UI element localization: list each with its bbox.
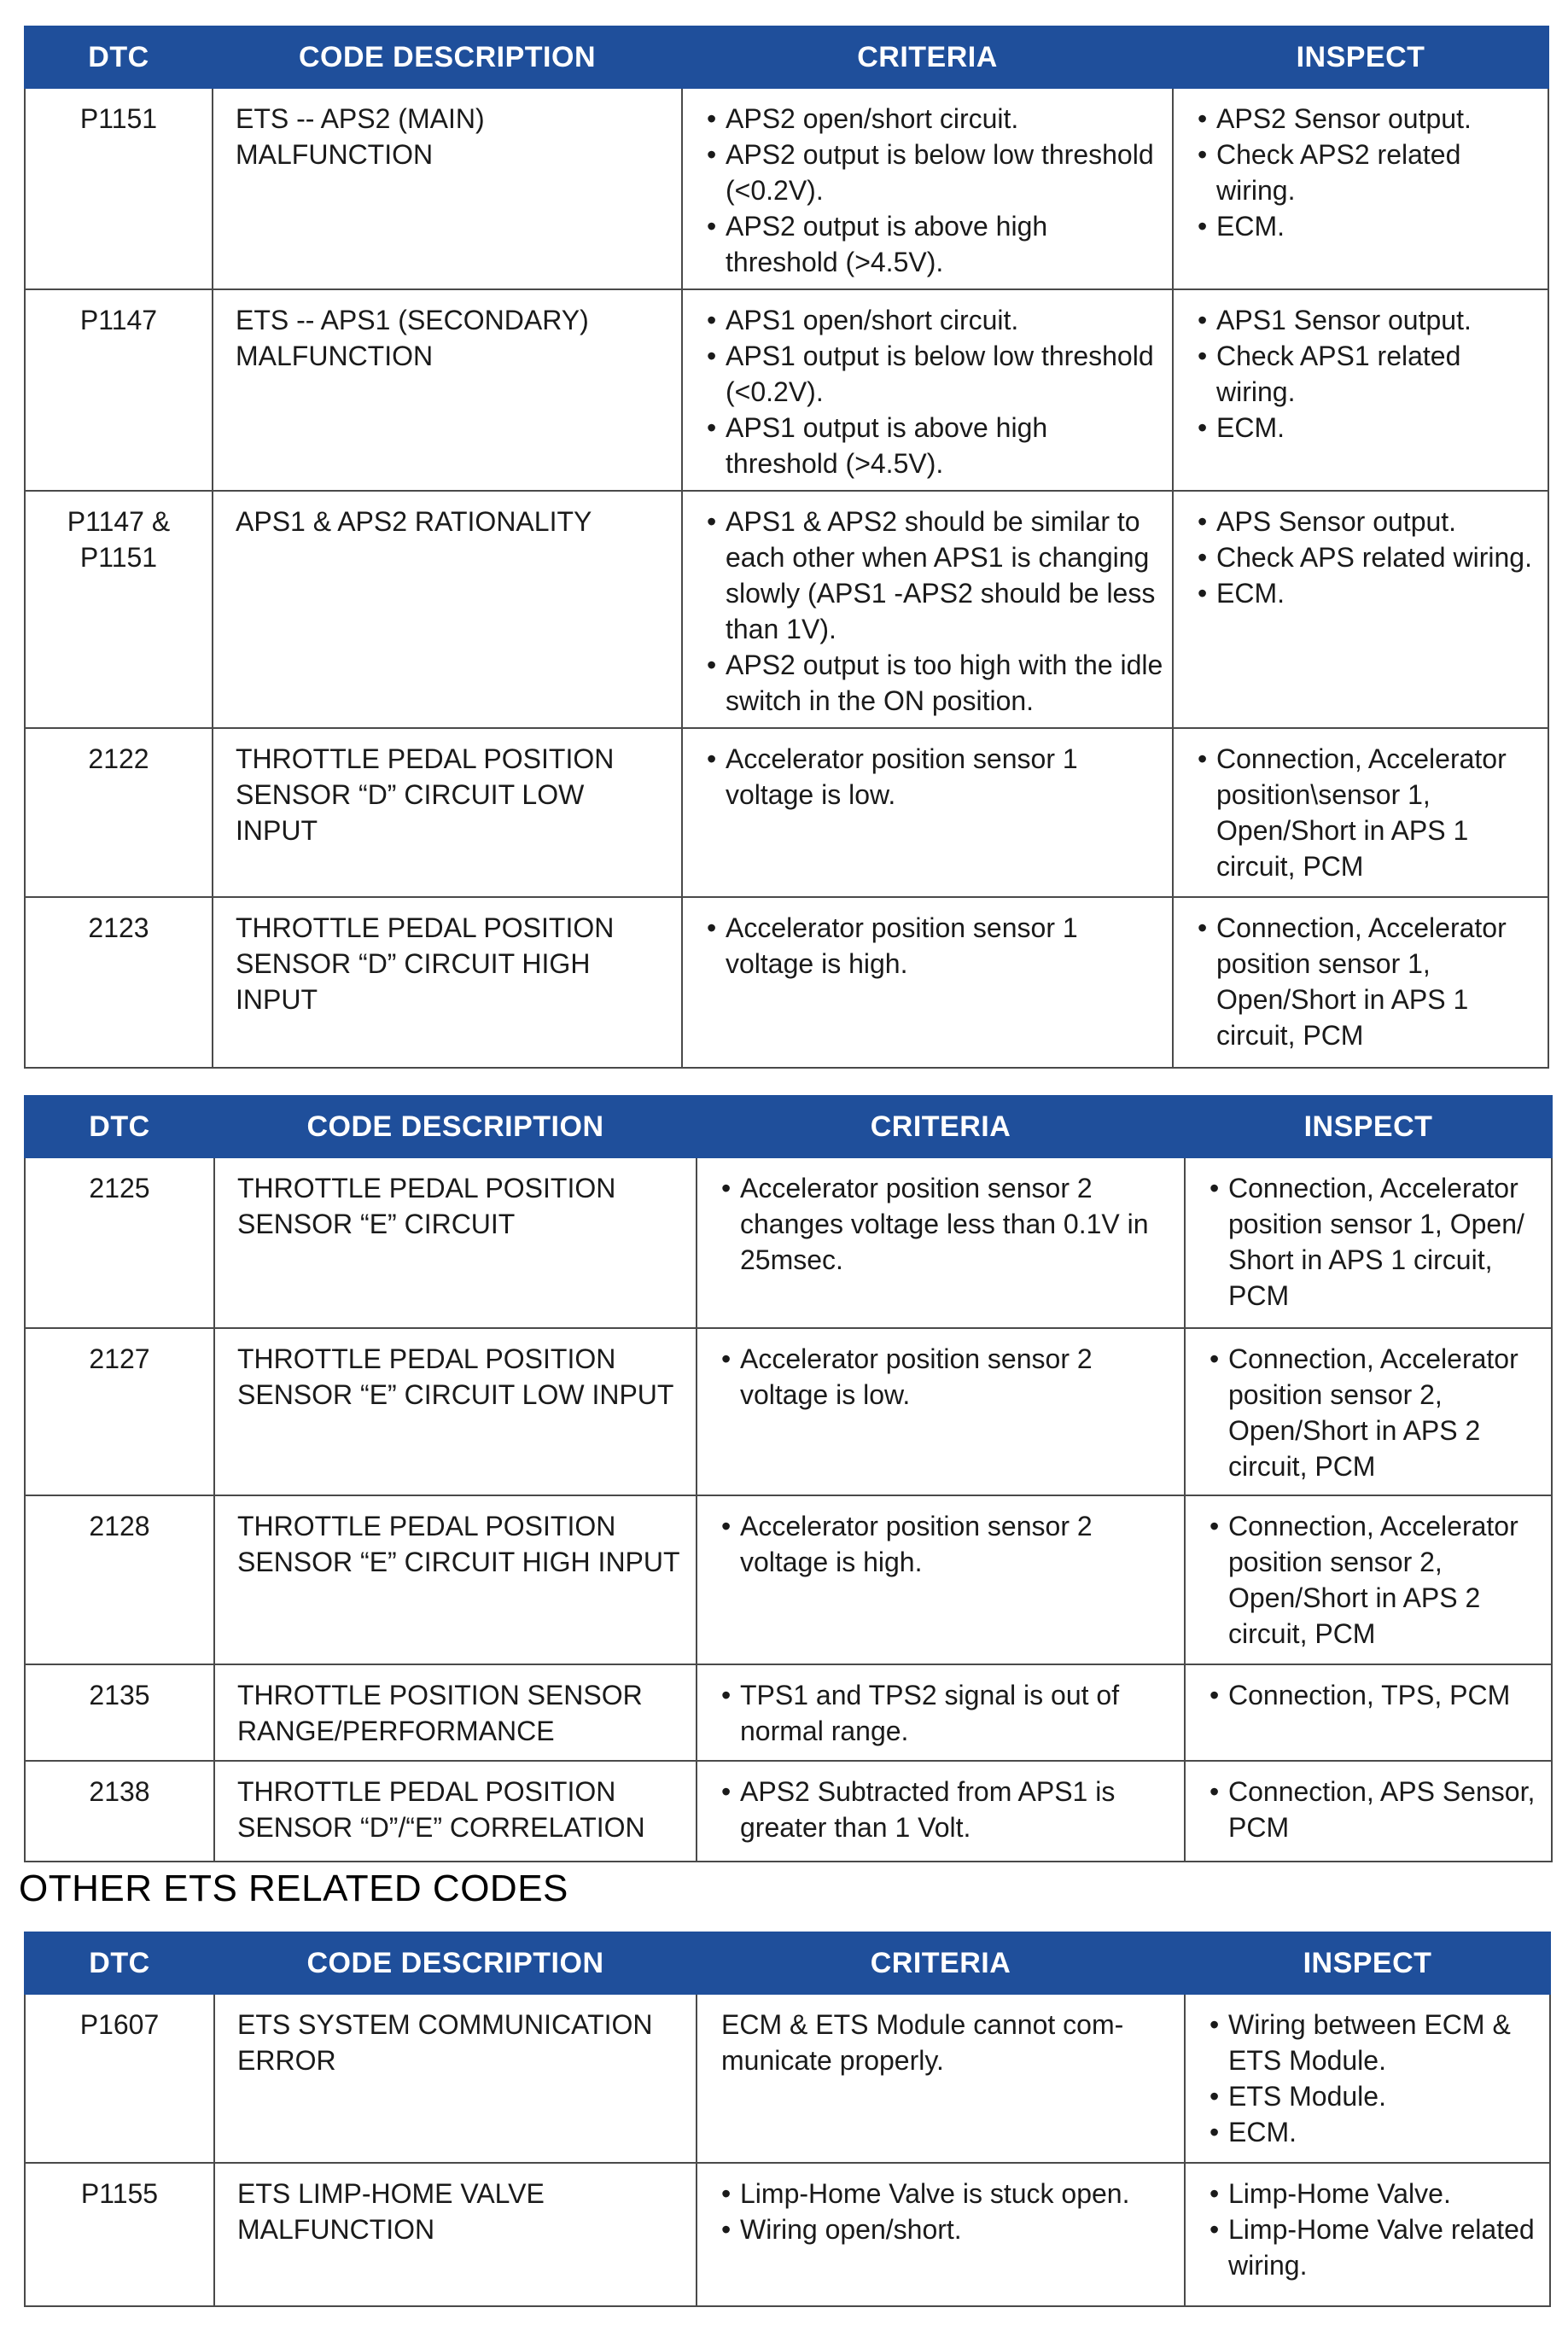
code-description: ETS -- APS1 (SECONDARY) MALFUNCTION — [213, 289, 682, 491]
inspect-cell — [1173, 88, 1548, 289]
table-row — [25, 2163, 1550, 2306]
list-item: • APS2 output is above high threshold (>4.5V). — [707, 208, 1163, 280]
code-description: THROTTLE PEDAL POSITION SENSOR “D” CIRCUIT LOW INPUT — [213, 728, 682, 897]
table-row — [25, 491, 1548, 728]
inspect-cell — [1185, 1664, 1552, 1761]
criteria-cell — [697, 2163, 1185, 2306]
list-item: • Connection, Accelerator position sensor 1, Open/Short in APS 1 circuit, PCM — [1198, 910, 1539, 1053]
list-item: • APS2 Subtracted from APS1 is greater than 1 Volt. — [721, 1774, 1175, 1845]
list-item: • Check APS2 related wiring. — [1198, 137, 1539, 208]
dtc-code: P1155 — [25, 2163, 214, 2306]
list-item: • TPS1 and TPS2 signal is out of normal range. — [721, 1677, 1175, 1749]
criteria-cell — [697, 1664, 1185, 1761]
table-row — [25, 1328, 1552, 1495]
header-dtc: DTC — [25, 1096, 214, 1157]
dtc-code: 2128 — [25, 1495, 214, 1664]
list-item: • Connection, Accelerator position\sensor 1, Open/Short in APS 1 circuit, PCM — [1198, 741, 1539, 884]
table-row — [25, 1761, 1552, 1862]
criteria-cell — [682, 897, 1173, 1068]
header-dtc: DTC — [25, 26, 213, 88]
criteria-cell — [697, 1157, 1185, 1328]
header-code-description: CODE DESCRIPTION — [214, 1096, 697, 1157]
list-item: • APS1 output is below low threshold (<0.2V). — [707, 338, 1163, 410]
list-item: • Connection, TPS, PCM — [1210, 1677, 1542, 1713]
criteria-cell — [682, 491, 1173, 728]
criteria-cell — [682, 88, 1173, 289]
list-item: • Check APS related wiring. — [1198, 539, 1539, 575]
code-description: THROTTLE PEDAL POSITION SENSOR “E” CIRCUIT HIGH INPUT — [214, 1495, 697, 1664]
list-item: • Wiring between ECM & ETS Module. — [1210, 2007, 1541, 2078]
header-inspect: INSPECT — [1185, 1096, 1552, 1157]
dtc-code: 2127 — [25, 1328, 214, 1495]
dtc-code: 2135 — [25, 1664, 214, 1761]
list-item: • APS1 output is above high threshold (>4.5V). — [707, 410, 1163, 481]
table-row — [25, 1495, 1552, 1664]
dtc-code: 2123 — [25, 897, 213, 1068]
inspect-cell — [1173, 289, 1548, 491]
dtc-code: P1607 — [25, 1994, 214, 2163]
list-item: • Wiring open/short. — [721, 2211, 1175, 2247]
inspect-cell — [1185, 1328, 1552, 1495]
header-criteria: CRITERIA — [682, 26, 1173, 88]
list-item: • ECM. — [1198, 575, 1539, 611]
header-criteria: CRITERIA — [697, 1096, 1185, 1157]
list-item: • Accelerator position sensor 1 voltage is high. — [707, 910, 1163, 982]
list-item: • Connection, Accelerator position sensor 1, Open/ Short in APS 1 circuit, PCM — [1210, 1170, 1542, 1314]
list-item: • APS1 Sensor output. — [1198, 302, 1539, 338]
criteria-text: ECM & ETS Module cannot com-municate properly. — [721, 2009, 1124, 2076]
table-header-row — [25, 1932, 1550, 1994]
criteria-cell — [697, 1495, 1185, 1664]
inspect-cell — [1185, 2163, 1550, 2306]
table-header-row — [25, 1096, 1552, 1157]
table-row — [25, 88, 1548, 289]
list-item: • Connection, APS Sensor, PCM — [1210, 1774, 1542, 1845]
list-item: • ECM. — [1210, 2114, 1541, 2150]
list-item: • ECM. — [1198, 410, 1539, 446]
code-description: THROTTLE POSITION SENSOR RANGE/PERFORMANCE — [214, 1664, 697, 1761]
list-item: • APS1 open/short circuit. — [707, 302, 1163, 338]
list-item: • Accelerator position sensor 1 voltage is low. — [707, 741, 1163, 813]
list-item: • APS2 open/short circuit. — [707, 101, 1163, 137]
list-item: • Connection, Accelerator position sensor 2, Open/Short in APS 2 circuit, PCM — [1210, 1341, 1542, 1484]
code-description: THROTTLE PEDAL POSITION SENSOR “E” CIRCUIT LOW INPUT — [214, 1328, 697, 1495]
table-row — [25, 728, 1548, 897]
header-inspect: INSPECT — [1173, 26, 1548, 88]
code-description: THROTTLE PEDAL POSITION SENSOR “D” CIRCUIT HIGH INPUT — [213, 897, 682, 1068]
dtc-code: 2122 — [25, 728, 213, 897]
header-code-description: CODE DESCRIPTION — [214, 1932, 697, 1994]
dtc-table-1 — [24, 26, 1549, 1069]
code-description: THROTTLE PEDAL POSITION SENSOR “D”/“E” CORRELATION — [214, 1761, 697, 1862]
code-description: THROTTLE PEDAL POSITION SENSOR “E” CIRCUIT — [214, 1157, 697, 1328]
list-item: • Accelerator position sensor 2 changes voltage less than 0.1V in 25msec. — [721, 1170, 1175, 1278]
table-row — [25, 1157, 1552, 1328]
dtc-code: 2125 — [25, 1157, 214, 1328]
table-row — [25, 897, 1548, 1068]
header-dtc: DTC — [25, 1932, 214, 1994]
code-description: APS1 & APS2 RATIONALITY — [213, 491, 682, 728]
list-item: • APS2 Sensor output. — [1198, 101, 1539, 137]
table-row — [25, 289, 1548, 491]
dtc-code: P1147 & P1151 — [25, 491, 213, 728]
list-item: • Accelerator position sensor 2 voltage is high. — [721, 1508, 1175, 1580]
dtc-code: P1151 — [25, 88, 213, 289]
table-row — [25, 1664, 1552, 1761]
inspect-cell — [1173, 897, 1548, 1068]
criteria-cell — [697, 1761, 1185, 1862]
header-code-description: CODE DESCRIPTION — [213, 26, 682, 88]
list-item: • APS1 & APS2 should be similar to each other when APS1 is changing slowly (APS1 -APS2 should be less than 1V). — [707, 504, 1163, 647]
list-item: • APS2 output is below low threshold (<0.2V). — [707, 137, 1163, 208]
header-inspect: INSPECT — [1185, 1932, 1550, 1994]
list-item: • APS2 output is too high with the idle switch in the ON position. — [707, 647, 1163, 719]
criteria-cell — [697, 1994, 1185, 2163]
inspect-cell — [1185, 1761, 1552, 1862]
inspect-cell — [1185, 1495, 1552, 1664]
dtc-table-2 — [24, 1095, 1553, 1862]
inspect-cell — [1173, 491, 1548, 728]
code-description: ETS SYSTEM COMMUNICATION ERROR — [214, 1994, 697, 2163]
dtc-table-3 — [24, 1932, 1551, 2307]
dtc-code: 2138 — [25, 1761, 214, 1862]
list-item: • Limp-Home Valve related wiring. — [1210, 2211, 1541, 2283]
list-item: • Accelerator position sensor 2 voltage is low. — [721, 1341, 1175, 1413]
table-header-row — [25, 26, 1548, 88]
list-item: • Limp-Home Valve is stuck open. — [721, 2176, 1175, 2211]
list-item: • ETS Module. — [1210, 2078, 1541, 2114]
code-description: ETS -- APS2 (MAIN) MALFUNCTION — [213, 88, 682, 289]
list-item: • Limp-Home Valve. — [1210, 2176, 1541, 2211]
criteria-cell — [682, 289, 1173, 491]
code-description: ETS LIMP-HOME VALVE MALFUNCTION — [214, 2163, 697, 2306]
list-item: • ECM. — [1198, 208, 1539, 244]
list-item: • Check APS1 related wiring. — [1198, 338, 1539, 410]
inspect-cell — [1173, 728, 1548, 897]
criteria-cell — [697, 1328, 1185, 1495]
table-row — [25, 1994, 1550, 2163]
inspect-cell — [1185, 1157, 1552, 1328]
list-item: • APS Sensor output. — [1198, 504, 1539, 539]
criteria-cell — [682, 728, 1173, 897]
header-criteria: CRITERIA — [697, 1932, 1185, 1994]
section-heading: OTHER ETS RELATED CODES — [19, 1868, 568, 1909]
list-item: • Connection, Accelerator position sensor 2, Open/Short in APS 2 circuit, PCM — [1210, 1508, 1542, 1652]
inspect-cell — [1185, 1994, 1550, 2163]
dtc-code: P1147 — [25, 289, 213, 491]
